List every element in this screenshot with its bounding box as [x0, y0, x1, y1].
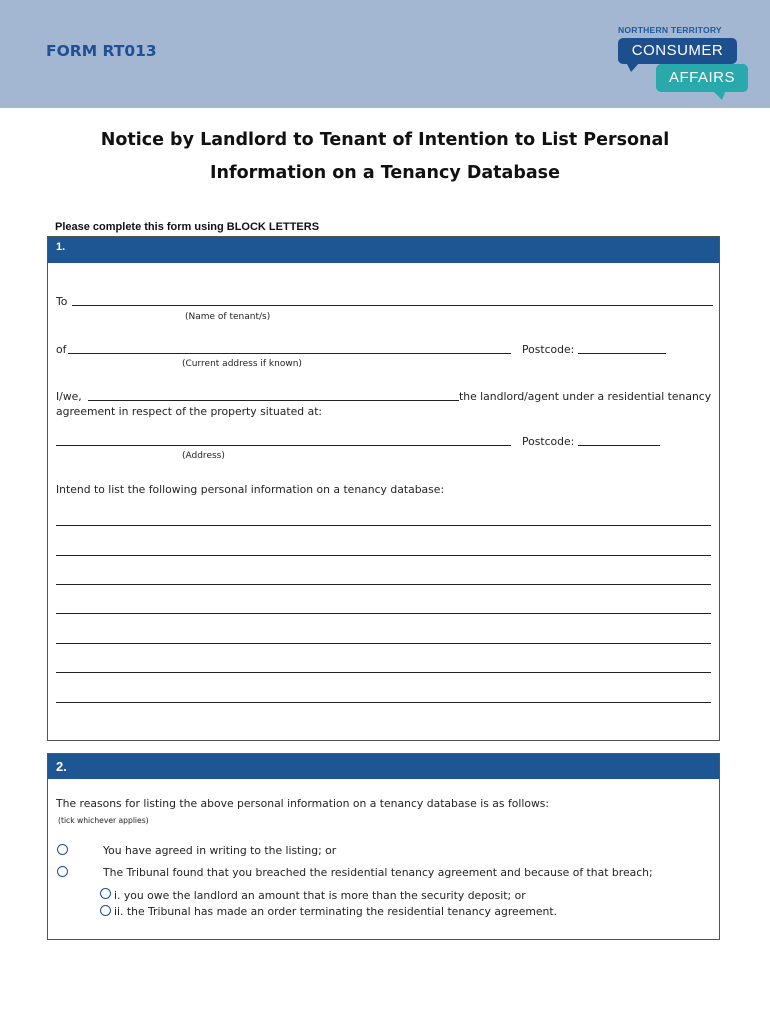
- info-line-6[interactable]: [56, 672, 711, 673]
- sub-option-owe-label: i. you owe the landlord an amount that is more than the security deposit; or: [114, 889, 526, 902]
- sub-option-terminate-label: ii. the Tribunal has made an order terminating the residential tenancy agreement.: [114, 905, 558, 918]
- logo-affairs-text: AFFAIRS: [668, 69, 735, 86]
- title-line-2: Information on a Tenancy Database: [210, 163, 560, 183]
- to-label: To: [56, 295, 68, 308]
- agreement-text: agreement in respect of the property situated at:: [56, 405, 323, 418]
- info-line-5[interactable]: [56, 643, 711, 644]
- form-code: FORM RT013: [46, 42, 157, 60]
- logo-consumer-text: CONSUMER: [631, 42, 724, 59]
- property-address-field[interactable]: [56, 445, 511, 446]
- logo-bubble-tail: [626, 62, 640, 72]
- tenant-name-field[interactable]: [72, 305, 713, 306]
- landlord-text: the landlord/agent under a residential tenancy: [459, 390, 712, 403]
- page-title: [60, 124, 710, 190]
- sub-option-terminate-radio[interactable]: [100, 905, 111, 916]
- info-line-1[interactable]: [56, 525, 711, 526]
- consumer-affairs-logo: [616, 22, 751, 102]
- postcode-label: Postcode:: [522, 343, 575, 356]
- reasons-text: The reasons for listing the above personal information on a tenancy database is as follows:: [56, 797, 550, 810]
- sub-option-owe-radio[interactable]: [100, 888, 111, 899]
- of-label: of: [56, 343, 67, 356]
- header-banner: [0, 0, 770, 108]
- option-tribunal-radio[interactable]: [57, 866, 68, 877]
- info-line-2[interactable]: [56, 555, 711, 556]
- section-1: [47, 236, 720, 741]
- postcode-field[interactable]: [578, 353, 666, 354]
- postcode-field-2[interactable]: [578, 445, 660, 446]
- info-line-3[interactable]: [56, 584, 711, 585]
- option-tribunal-label: The Tribunal found that you breached the residential tenancy agreement and because of that breach;: [103, 866, 653, 879]
- iwe-label: I/we,: [56, 390, 82, 403]
- logo-bubble-tail-2: [712, 90, 726, 100]
- instruction-text: Please complete this form using BLOCK LETTERS: [55, 221, 320, 233]
- logo-bubble-consumer: [618, 38, 737, 64]
- option-agreed-radio[interactable]: [57, 844, 68, 855]
- tick-note: (tick whichever applies): [58, 816, 149, 825]
- info-line-7[interactable]: [56, 702, 711, 703]
- intend-text: Intend to list the following personal information on a tenancy database:: [56, 483, 445, 496]
- logo-top-text: NORTHERN TERRITORY: [618, 25, 722, 35]
- tenant-name-caption: (Name of tenant/s): [185, 312, 271, 322]
- current-address-caption: (Current address if known): [182, 359, 302, 369]
- section-2-header: 2.: [48, 754, 719, 779]
- section-1-header: 1.: [48, 237, 719, 263]
- info-line-4[interactable]: [56, 613, 711, 614]
- address-caption: (Address): [182, 451, 225, 461]
- section-2: [47, 753, 720, 940]
- title-line-1: Notice by Landlord to Tenant of Intention to List Personal: [100, 130, 670, 150]
- current-address-field[interactable]: [68, 353, 511, 354]
- option-agreed-label: You have agreed in writing to the listing; or: [103, 844, 337, 857]
- postcode-label-2: Postcode:: [522, 435, 575, 448]
- logo-bubble-affairs: [656, 64, 748, 92]
- landlord-name-field[interactable]: [88, 400, 459, 401]
